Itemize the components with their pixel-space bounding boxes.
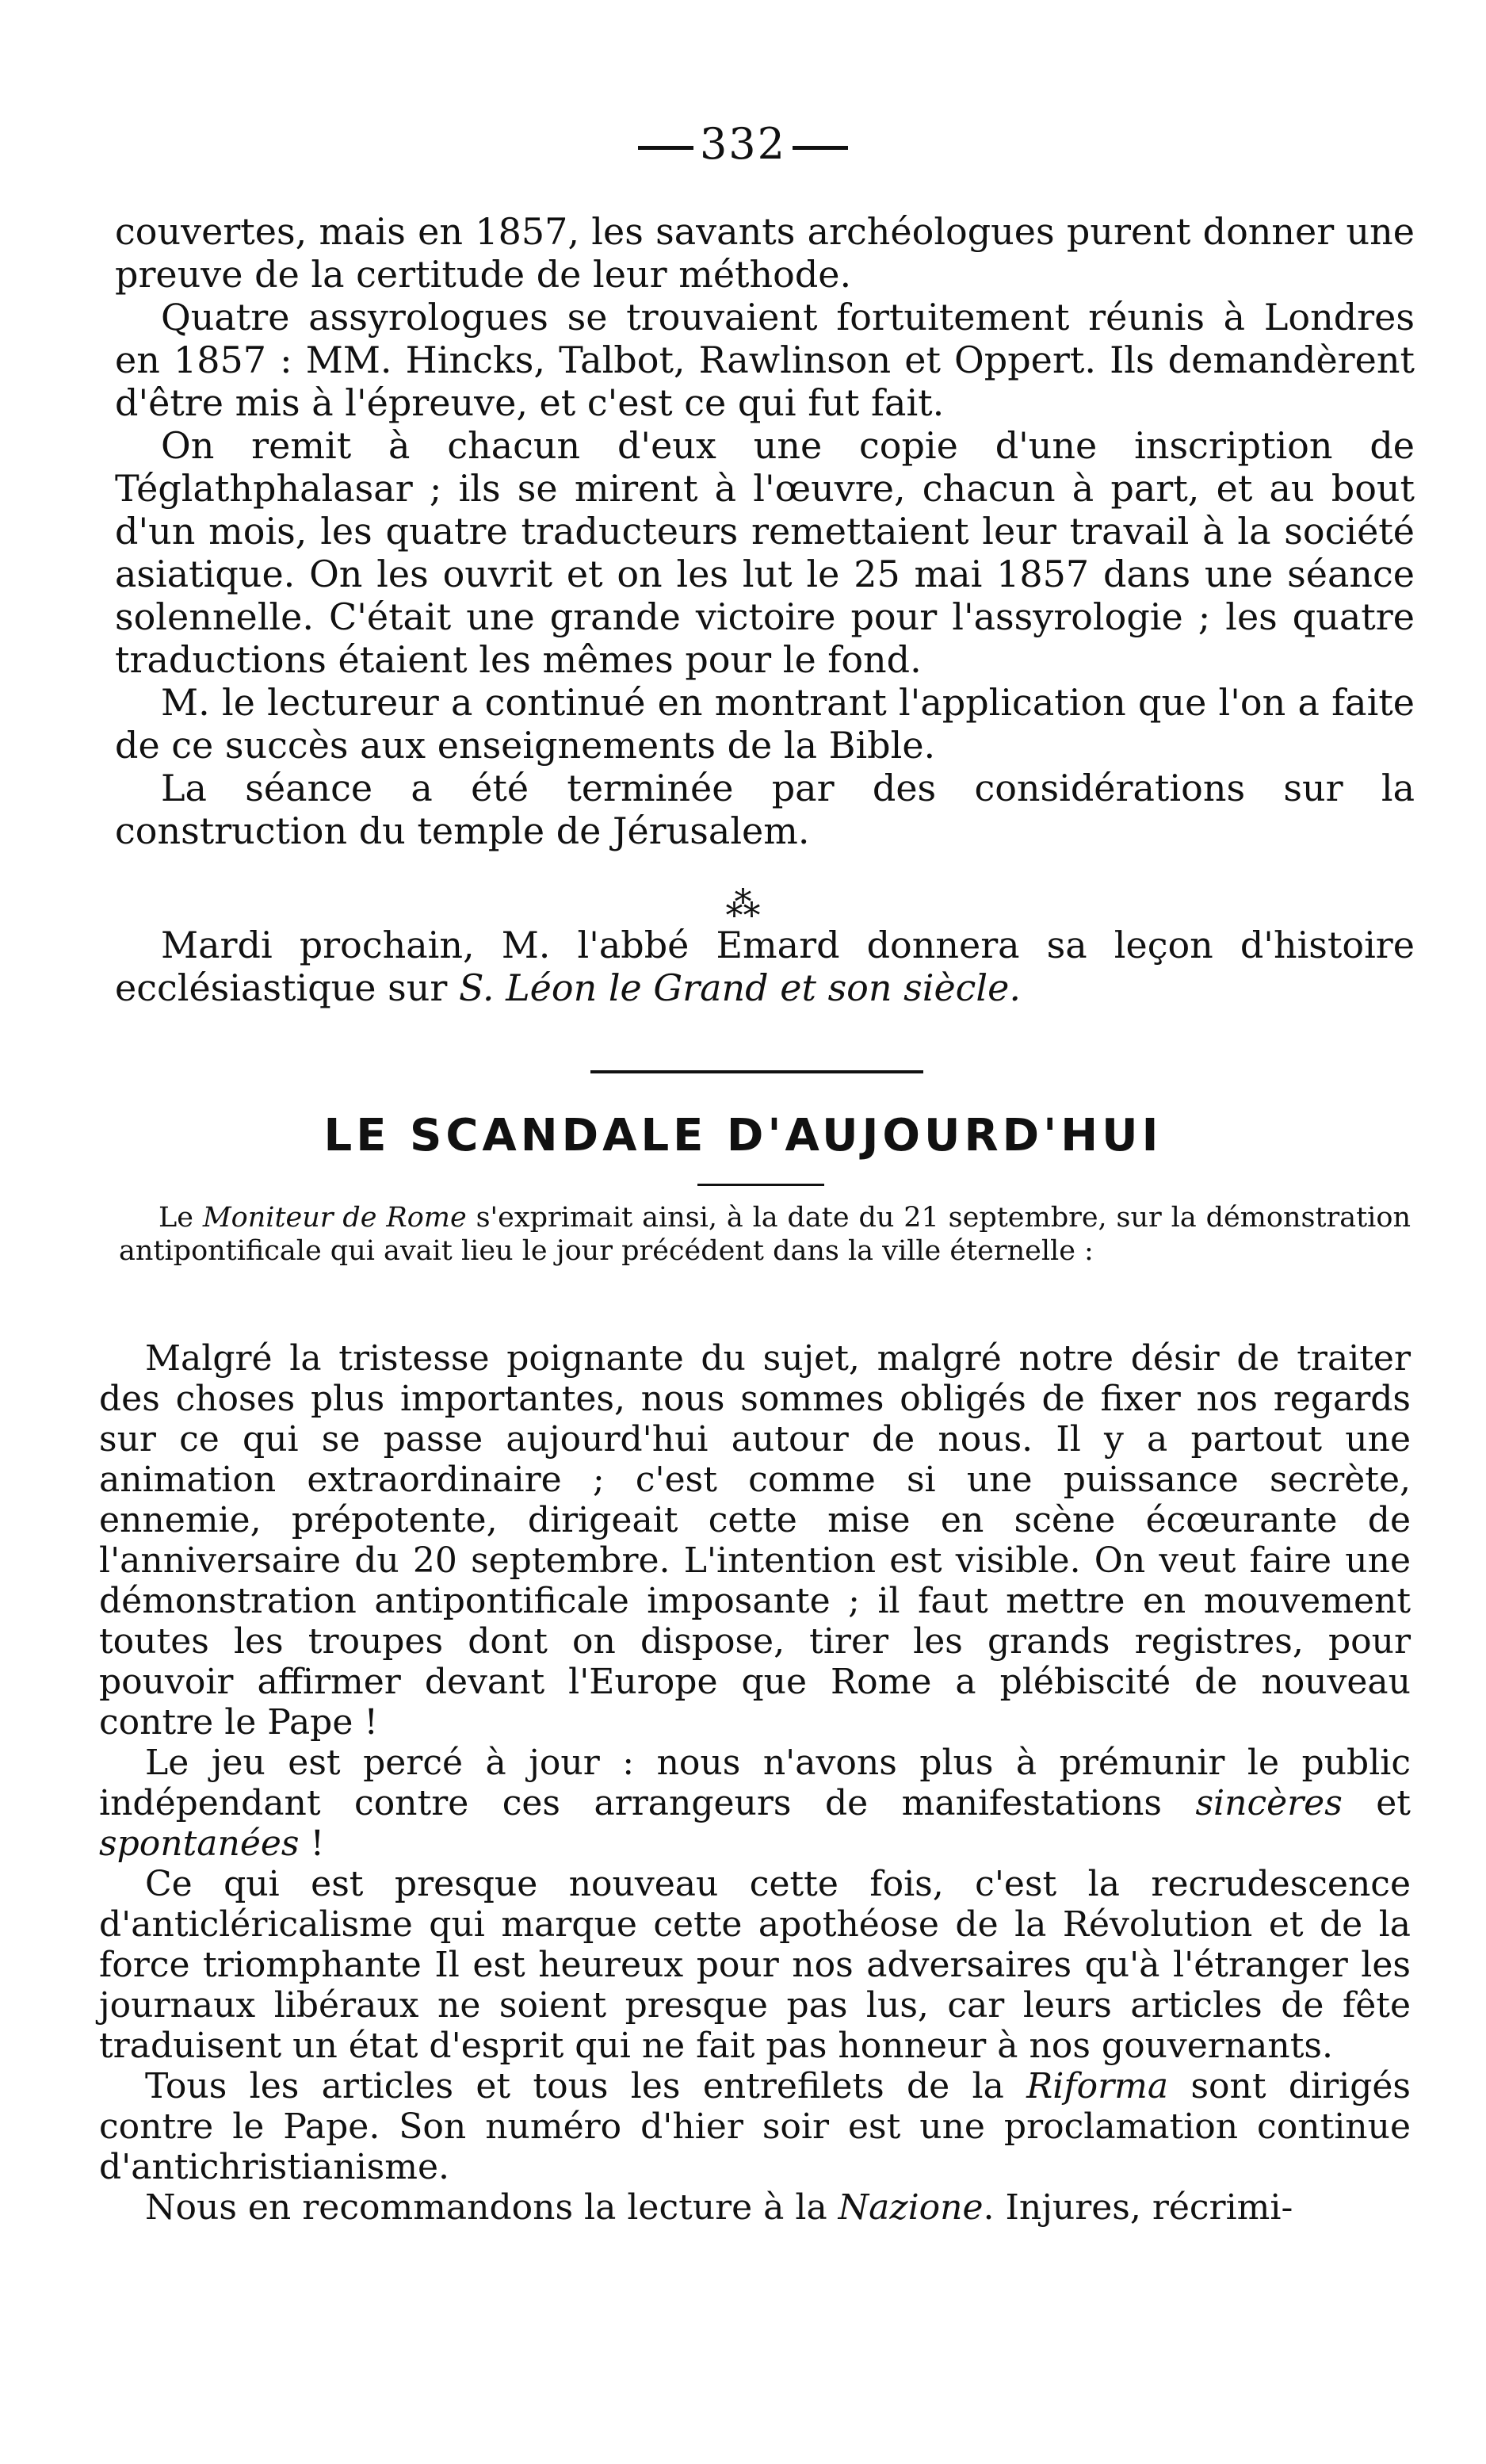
section-rule: [590, 1070, 923, 1073]
announcement-title: S. Léon le Grand et son siècle.: [459, 966, 1021, 1009]
body-paragraph: Ce qui est presque nouveau cette fois, c'est la recrudescence d'anticléricalisme qui marque cette apothéose de la Révolution et de la force triomphante Il est heureux pour nos adversaires qu'à l'étranger les journaux libéraux ne soient presque pas lus, car leurs articles de fête traduisent un état d'esprit qui ne fait pas honneur à nos gouvernants.: [99, 1864, 1411, 2066]
body-text: et: [1342, 1783, 1411, 1823]
body-text: !: [299, 1823, 325, 1864]
announcement: [115, 924, 1415, 1009]
body-text: Nous en recommandons la lecture à la: [145, 2187, 839, 2228]
article-headline: LE SCANDALE D'AUJOURD'HUI: [323, 1110, 1163, 1161]
body-paragraph: [99, 1743, 1411, 1864]
top-section: [115, 210, 1415, 852]
body-text: Le jeu est percé à jour : nous n'avons plus à prémunir le public indépendant contre ces arrangeurs de manifestations: [99, 1743, 1411, 1823]
dash-left: [638, 146, 693, 150]
article-body: [99, 1338, 1411, 2228]
paragraph: couvertes, mais en 1857, les savants archéologues purent donner une preuve de la certitude de leur méthode.: [115, 210, 1415, 296]
body-text: sont dirigés contre le Pape. Son numéro d'hier soir est une proclamation continue d'antichristianisme.: [99, 2066, 1411, 2187]
body-text: . Injures, récrimi-: [983, 2187, 1293, 2228]
body-italic: sincères: [1195, 1783, 1343, 1823]
asterism-divider: ⁂: [725, 885, 761, 925]
body-paragraph: Malgré la tristesse poignante du sujet, malgré notre désir de traiter des choses plus importantes, nous sommes obligés de fixer nos regards sur ce qui se passe aujourd'hui autour de nous. Il y a partout une animation extraordinaire ; c'est comme si une puissance secrète, ennemie, prépotente, dirigeait cette mise en scène écœurante de l'anniversaire du 20 septembre. L'intention est visible. On veut faire une démonstration antipontificale imposante ; il faut mettre en mouvement toutes les troupes dont on dispose, tirer les grands registres, pour pouvoir affirmer devant l'Europe que Rome a plébiscité de nouveau contre le Pape !: [99, 1338, 1411, 1743]
body-paragraph: [99, 2187, 1411, 2228]
body-italic: Nazione: [838, 2187, 984, 2228]
paragraph: La séance a été terminée par des considérations sur la construction du temple de Jérusalem.: [115, 767, 1415, 852]
intro-text: Le: [159, 1202, 203, 1234]
dash-right: [793, 146, 848, 150]
body-italic: Riforma: [1026, 2066, 1169, 2106]
page-number: [0, 119, 1486, 169]
article-intro: [119, 1201, 1411, 1268]
paragraph: Quatre assyrologues se trouvaient fortuitement réunis à Londres en 1857 : MM. Hincks, Talbot, Rawlinson et Oppert. Ils demandèrent d'être mis à l'épreuve, et c'est ce qui fut fait.: [115, 296, 1415, 424]
body-italic: spontanées: [99, 1823, 300, 1864]
body-text: Tous les articles et tous les entrefilets de la: [145, 2066, 1027, 2106]
announcement-paragraph: [115, 924, 1415, 1009]
intro-newspaper-name: Moniteur de Rome: [202, 1202, 467, 1234]
body-paragraph: [99, 2066, 1411, 2187]
paragraph: M. le lectureur a continué en montrant l'application que l'on a faite de ce succès aux enseignements de la Bible.: [115, 681, 1415, 767]
intro-paragraph: [119, 1201, 1411, 1268]
paragraph: On remit à chacun d'eux une copie d'une inscription de Téglathphalasar ; ils se mirent à l'œuvre, chacun à part, et au bout d'un mois, les quatre traducteurs remettaient leur travail à la société asiatique. On les ouvrit et on les lut le 25 mai 1857 dans une séance solennelle. C'était une grande victoire pour l'assyrologie ; les quatre traductions étaient les mêmes pour le fond.: [115, 424, 1415, 681]
announcement-text: Mardi prochain, M. l'abbé Emard donnera sa leçon d'histoire ecclésiastique sur: [115, 924, 1415, 1009]
intro-text: s'exprimait ainsi, à la date du 21 septembre, sur la démonstration antipontificale qui avait lieu le jour précédent dans la ville éternelle :: [119, 1202, 1411, 1267]
headline-underline: [697, 1184, 824, 1186]
page-number-text: 332: [699, 119, 787, 169]
